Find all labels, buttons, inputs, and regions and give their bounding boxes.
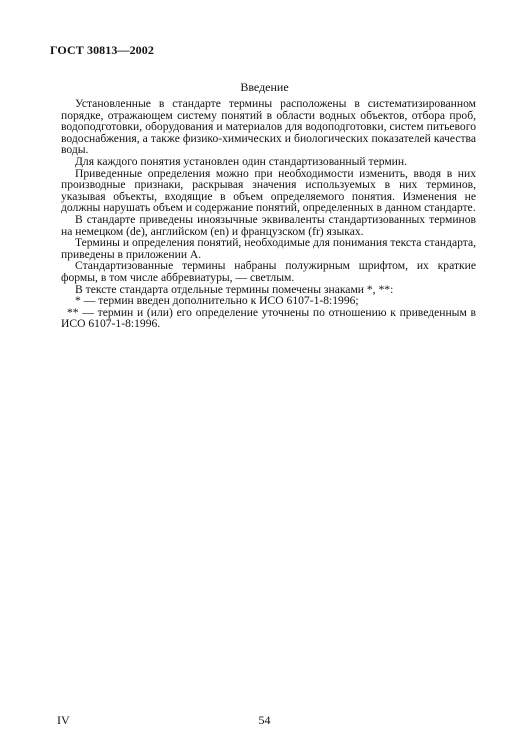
standard-header: ГОСТ 30813—2002 bbox=[50, 43, 154, 57]
paragraph: Установленные в стандарте термины расположены в систематизированном порядке, отражающем систему понятий в области водных объектов, отбора проб, водоподготовки, оборудования и материалов для водоподготовки, систем питьевого водоснабжения, а также физико-химических и биологических показателей качества воды. bbox=[61, 97, 476, 157]
paragraph: В тексте стандарта отдельные термины помечены знаками *, **: bbox=[75, 282, 394, 296]
page-number: 54 bbox=[258, 713, 271, 727]
body-text bbox=[61, 98, 476, 330]
footnote-single-star: * — термин введен дополнительно к ИСО 6107-1-8:1996; bbox=[75, 294, 359, 308]
footnote-double-star: ** — термин и (или) его определение уточнены по отношению к приведенным в ИСО 6107-1-8:1996. bbox=[61, 305, 476, 331]
section-title: Введение bbox=[240, 80, 289, 94]
paragraph: Термины и определения понятий, необходимые для понимания текста стандарта, приведены в приложении А. bbox=[61, 236, 476, 261]
paragraph: Приведенные определения можно при необходимости изменить, вводя в них производные признаки, раскрывая значения используемых в них терминов, указывая объекты, входящие в объем определяемого понятия. Изменения не должны нарушать объем и содержание понятий, определенных в данном стандарте. bbox=[61, 166, 476, 215]
paragraph: Для каждого понятия установлен один стандартизованный термин. bbox=[75, 154, 407, 168]
paragraph: Стандартизованные термины набраны полужирным шрифтом, их краткие формы, в том числе аббревиатуры, — светлым. bbox=[61, 259, 476, 284]
paragraph: В стандарте приведены иноязычные эквиваленты стандартизованных терминов на немецком (de), английском (en) и французском (fr) языках. bbox=[61, 212, 476, 238]
roman-page-number: IV bbox=[57, 713, 70, 727]
